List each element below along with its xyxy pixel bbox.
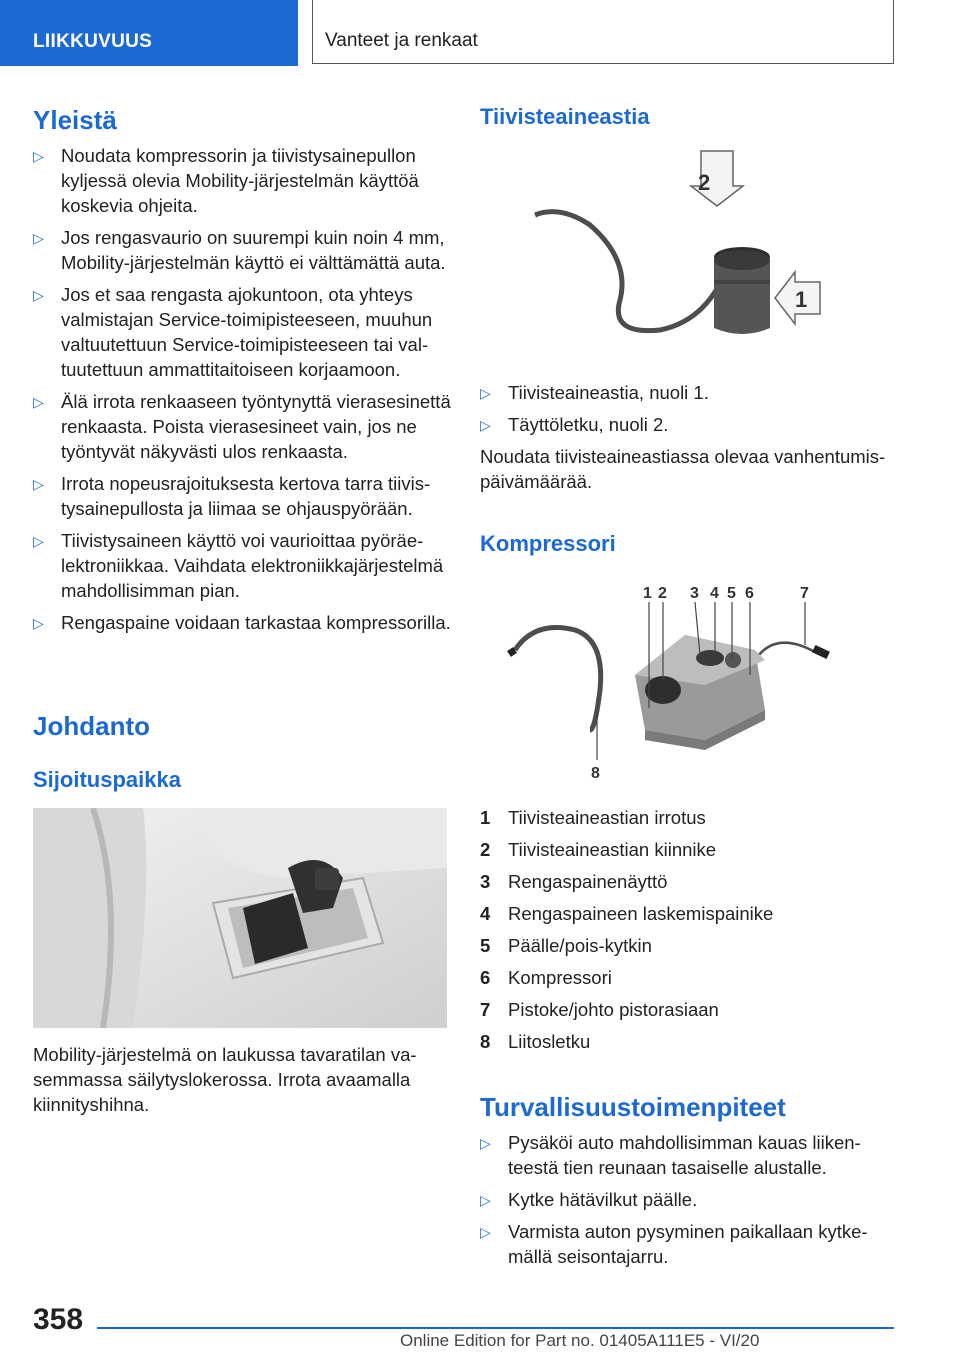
triangle-bullet-icon: ▷ <box>480 417 491 433</box>
footer-divider <box>97 1327 894 1329</box>
figure-label: 8 <box>591 765 600 782</box>
triangle-bullet-icon: ▷ <box>480 1192 491 1208</box>
safety-list <box>480 1130 900 1276</box>
figure-label: 2 <box>698 170 711 195</box>
chapter-title: Vanteet ja renkaat <box>325 30 478 51</box>
list-item: 5 Päälle/pois-kytkin <box>480 935 652 956</box>
triangle-bullet-icon: ▷ <box>33 476 44 492</box>
triangle-bullet-icon: ▷ <box>33 230 44 246</box>
heading-safety: Turvallisuustoimenpiteet <box>480 1092 786 1122</box>
trunk-compartment-photo <box>33 808 447 1028</box>
triangle-bullet-icon: ▷ <box>480 1135 491 1151</box>
general-list <box>33 143 451 642</box>
figure-label: 2 <box>658 585 667 602</box>
compressor-parts-list <box>480 807 900 1063</box>
figure-label: 6 <box>745 585 754 602</box>
list-item: ▷ Älä irrota renkaaseen työntynyttä vierasesinettä renkaasta. Poista vierasesineet vain, jos ne työntyvät näkyvästi ulos renkaasta. <box>33 391 451 462</box>
figure-label: 4 <box>710 585 719 602</box>
location-text: Mobility-järjestelmä on laukussa tavaratilan vasemmassa säilytyslokerossa. Irrota avaamalla kiinnityshihna. <box>33 1044 417 1115</box>
triangle-bullet-icon: ▷ <box>33 533 44 549</box>
triangle-bullet-icon: ▷ <box>480 385 491 401</box>
triangle-bullet-icon: ▷ <box>33 287 44 303</box>
list-item: 2 Tiivisteaineastian kiinnike <box>480 839 717 860</box>
list-item: ▷ Irrota nopeusrajoituksesta kertova tarra tiivistysainepullosta ja liimaa se ohjauspyörään. <box>33 473 431 519</box>
list-item: ▷ Kytke hätävilkut päälle. <box>480 1187 900 1212</box>
figure-label: 1 <box>643 585 652 602</box>
chapter-header <box>312 0 894 64</box>
list-item: 4 Rengaspaineen laskemispainike <box>480 903 774 924</box>
page-number: 358 <box>33 1303 84 1336</box>
container-list <box>480 380 900 444</box>
section-label: LIIKKUVUUS <box>33 31 153 52</box>
list-item: ▷ Täyttöletku, nuoli 2. <box>480 412 900 437</box>
figure-label: 5 <box>727 585 736 602</box>
list-item: ▷ Noudata kompressorin ja tiivistysainepullon kyljessä olevia Mobility-järjestelmän käyttöä koskevia ohjeita. <box>33 145 419 216</box>
heading-container: Tiivisteaineastia <box>480 104 650 129</box>
triangle-bullet-icon: ▷ <box>33 615 44 631</box>
heading-compressor: Kompressori <box>480 531 616 556</box>
figure-label: 7 <box>800 585 809 602</box>
figure-label: 3 <box>690 585 699 602</box>
heading-location: Sijoituspaikka <box>33 767 181 792</box>
list-item: 1 Tiivisteaineastian irrotus <box>480 807 706 828</box>
triangle-bullet-icon: ▷ <box>33 148 44 164</box>
compressor-figure <box>505 580 835 785</box>
list-item: ▷ Jos rengasvaurio on suurempi kuin noin 4 mm, Mobility-järjestelmän käyttö ei välttämättä auta. <box>33 227 446 273</box>
triangle-bullet-icon: ▷ <box>33 394 44 410</box>
list-item: ▷ Jos et saa rengasta ajokuntoon, ota yhteys valmistajan Service-toimipisteeseen, muuhun valtuutettuun Service-toimipisteeseen tai valtuutettuun ammattitaitoiseen korjaamoon. <box>33 284 433 380</box>
heading-intro: Johdanto <box>33 711 150 741</box>
section-tab[interactable] <box>0 0 298 66</box>
list-item: 7 Pistoke/johto pistorasiaan <box>480 999 719 1020</box>
list-item: 8 Liitosletku <box>480 1031 591 1052</box>
list-item: ▷ Pysäköi auto mahdollisimman kauas liikenteestä tien reunaan tasaiselle alustalle. <box>480 1132 861 1178</box>
edition-text: Online Edition for Part no. 01405A111E5 - VI/20 <box>400 1331 760 1350</box>
triangle-bullet-icon: ▷ <box>480 1224 491 1240</box>
container-text: Noudata tiivisteaineastiassa olevaa vanhentumispäivämäärää. <box>480 446 886 492</box>
sealant-container-figure <box>520 150 840 350</box>
heading-general: Yleistä <box>33 105 117 135</box>
list-item: ▷ Tiivisteaineastia, nuoli 1. <box>480 380 900 405</box>
list-item: 3 Rengaspainenäyttö <box>480 871 668 892</box>
figure-label: 1 <box>795 287 808 312</box>
list-item: ▷ Tiivistysaineen käyttö voi vaurioittaa pyöräelektroniikkaa. Vaihdata elektroniikkajärjestelmä mahdollisimman pian. <box>33 530 444 601</box>
list-item: ▷ Rengaspaine voidaan tarkastaa kompressorilla. <box>33 610 451 635</box>
list-item: ▷ Varmista auton pysyminen paikallaan kytkemällä seisontajarru. <box>480 1221 868 1267</box>
list-item: 6 Kompressori <box>480 967 612 988</box>
